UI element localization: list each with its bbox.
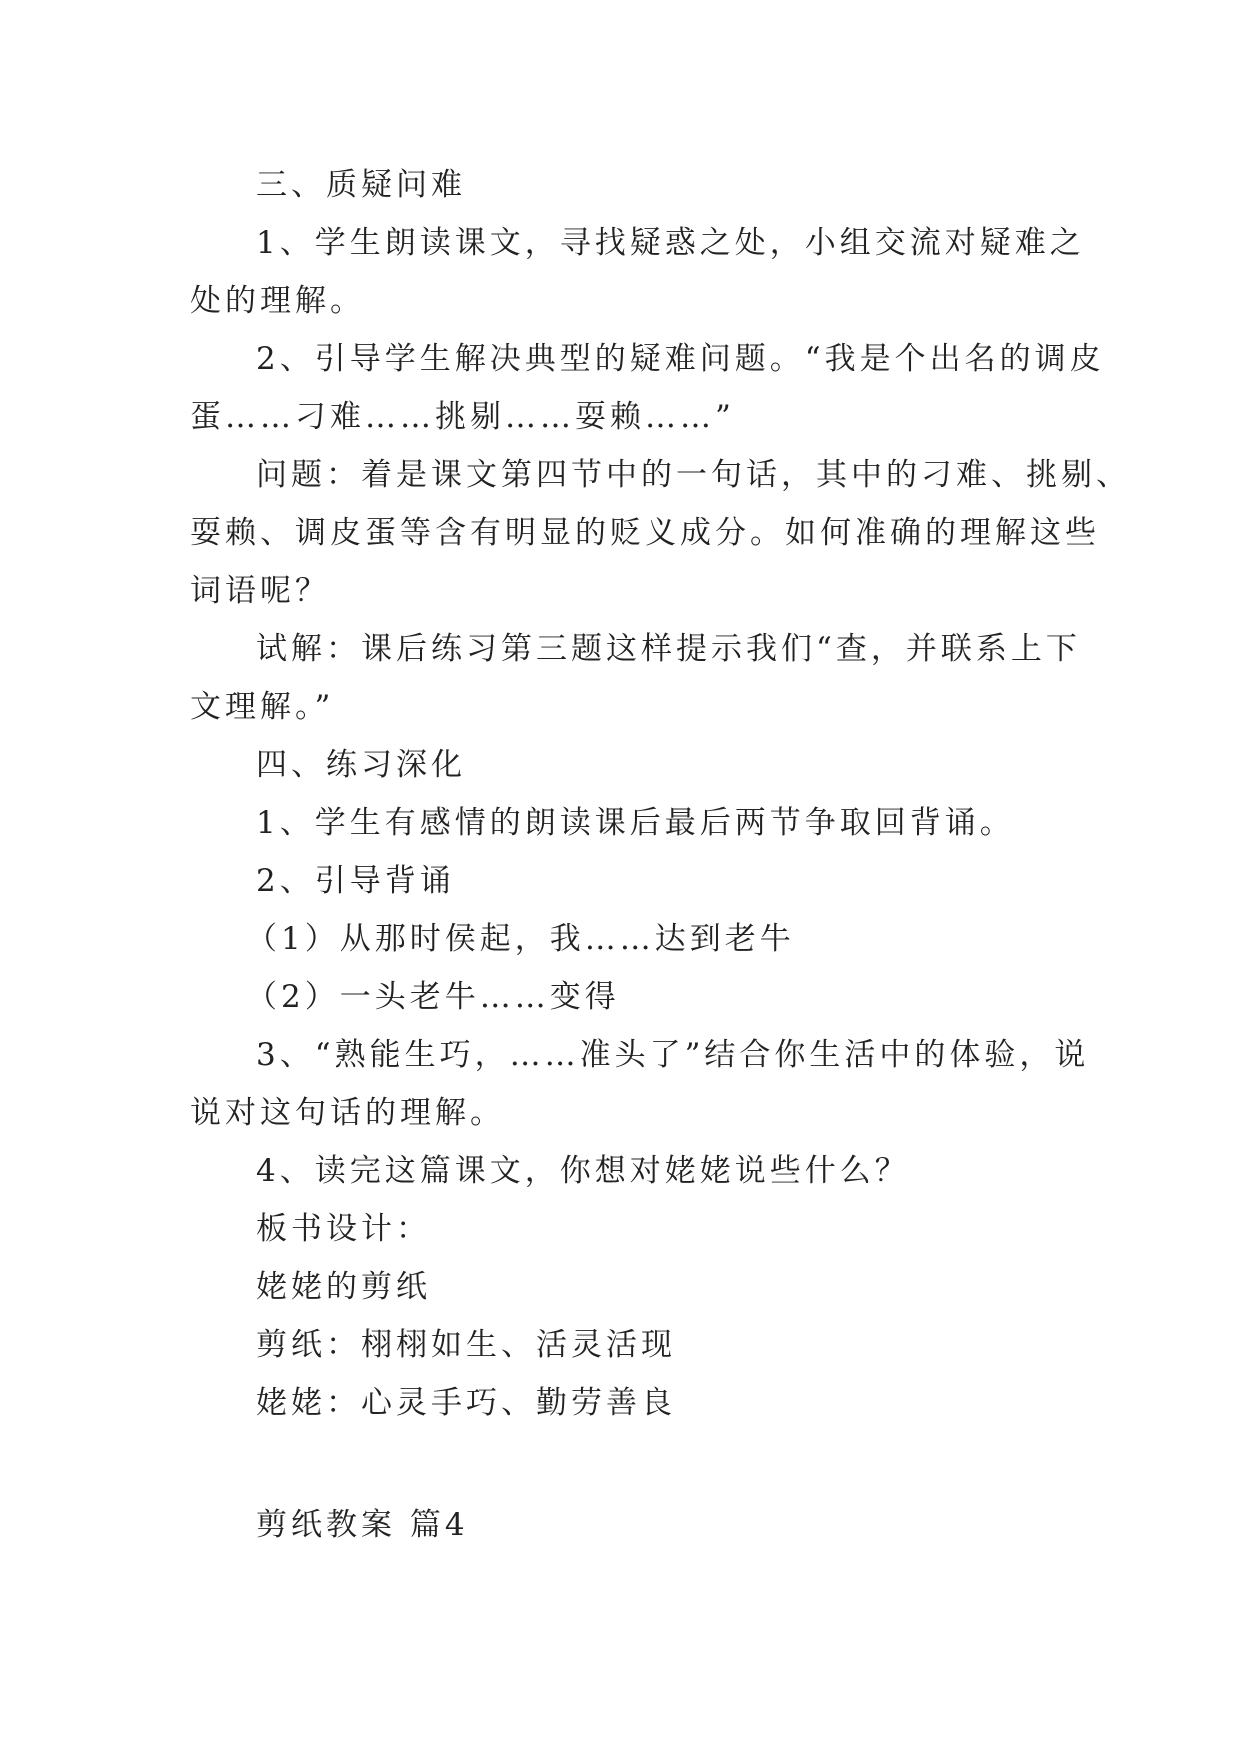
next-section-title: 剪纸教案 篇4 xyxy=(256,1507,469,1543)
board-design-title: 姥姥的剪纸 xyxy=(256,1269,431,1305)
paragraph-line: 词语呢？ xyxy=(190,573,330,609)
paragraph-line: 蛋……刁难……挑剔……耍赖……” xyxy=(190,399,735,435)
paragraph-line: 2、引导背诵 xyxy=(256,863,455,899)
section-heading-3: 三、质疑问难 xyxy=(256,167,466,203)
paragraph-line: 说对这句话的理解。 xyxy=(190,1095,505,1131)
list-item: （1）从那时侯起，我……达到老牛 xyxy=(246,921,795,957)
paragraph-line: 1、学生朗读课文，寻找疑惑之处，小组交流对疑难之 xyxy=(256,225,1085,261)
paragraph-line: 处的理解。 xyxy=(190,283,365,319)
paragraph-line: 1、学生有感情的朗读课后最后两节争取回背诵。 xyxy=(256,805,1015,841)
list-item: （2）一头老牛……变得 xyxy=(246,979,620,1015)
paragraph-line: 试解：课后练习第三题这样提示我们“查，并联系上下 xyxy=(256,631,1081,667)
board-design-line: 姥姥：心灵手巧、勤劳善良 xyxy=(256,1385,676,1421)
paragraph-line: 4、读完这篇课文，你想对姥姥说些什么？ xyxy=(256,1153,910,1189)
paragraph-line: 耍赖、调皮蛋等含有明显的贬义成分。如何准确的理解这些 xyxy=(190,515,1100,551)
section-heading-4: 四、练习深化 xyxy=(256,747,466,783)
board-design-label: 板书设计： xyxy=(256,1211,431,1247)
paragraph-line: 3、“熟能生巧，……准头了”结合你生活中的体验，说 xyxy=(256,1037,1090,1073)
paragraph-line: 文理解。” xyxy=(190,689,335,725)
board-design-line: 剪纸：栩栩如生、活灵活现 xyxy=(256,1327,676,1363)
paragraph-line: 问题：着是课文第四节中的一句话，其中的刁难、挑剔、 xyxy=(256,457,1131,493)
paragraph-line: 2、引导学生解决典型的疑难问题。“我是个出名的调皮 xyxy=(256,341,1105,377)
